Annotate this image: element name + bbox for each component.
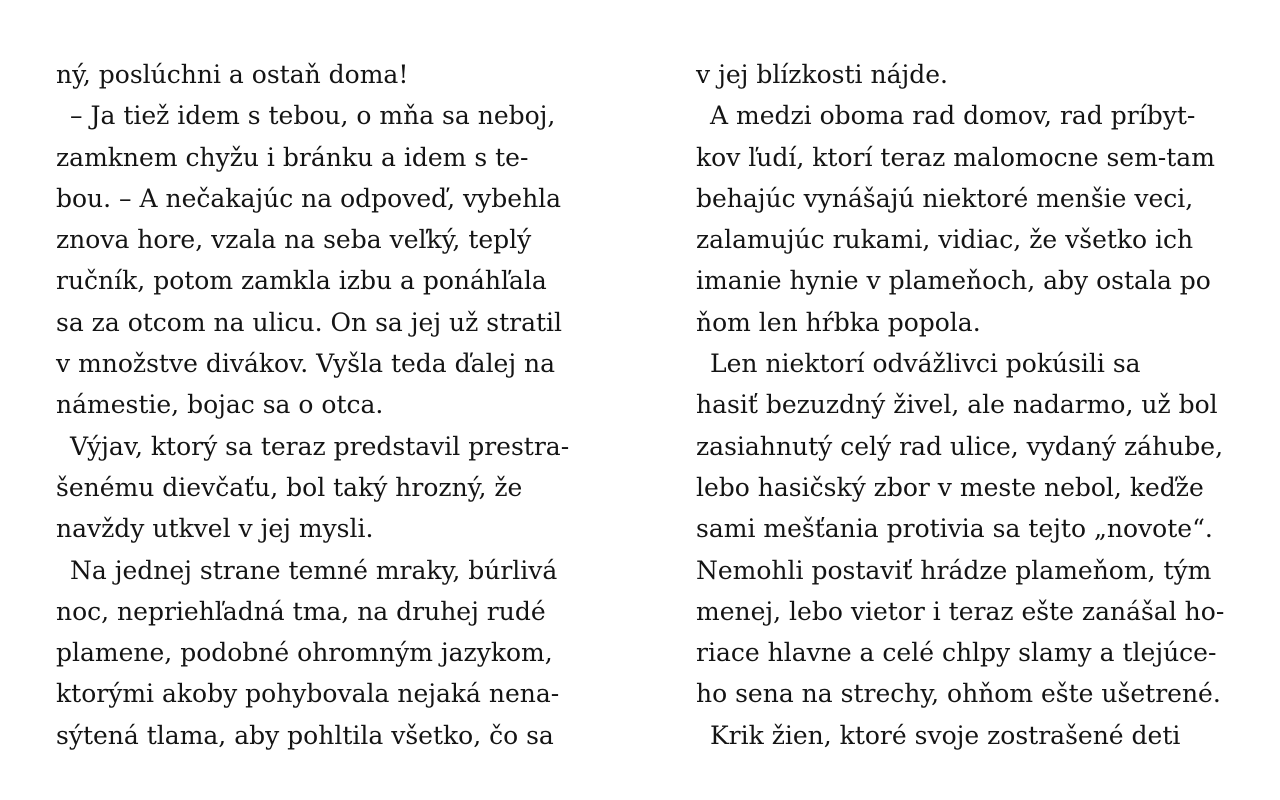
text-line: hasiť bezuzdný živel, ale nadarmo, už bol <box>696 390 1218 420</box>
text-line: ho sena na strechy, ohňom ešte ušetrené. <box>696 679 1221 709</box>
text-line: zalamujúc rukami, vidiac, že všetko ich <box>696 225 1194 255</box>
text-line: behajúc vynášajú niektoré menšie veci, <box>696 183 1194 213</box>
text-line: znova hore, vzala na seba veľký, teplý <box>56 225 532 255</box>
text-line: – Ja tiež idem s tebou, o mňa sa neboj, <box>70 101 556 131</box>
text-line: v jej blízkosti nájde. <box>696 60 949 89</box>
text-line: kov ľudí, ktorí teraz malomocne sem-tam <box>696 142 1215 172</box>
text-line: navždy utkvel v jej mysli. <box>56 514 374 544</box>
text-line: sýtená tlama, aby pohltila všetko, čo sa <box>56 720 554 750</box>
text-line: Výjav, ktorý sa teraz predstavil prestra- <box>70 431 570 461</box>
text-line: ný, poslúchni a ostaň doma! <box>56 60 409 89</box>
text-line: ručník, potom zamkla izbu a ponáhľala <box>56 266 547 296</box>
text-line: ňom len hŕbka popola. <box>696 307 981 337</box>
text-line: imanie hynie v plameňoch, aby ostala po <box>696 266 1211 296</box>
text-line: zasiahnutý celý rad ulice, vydaný záhube, <box>696 431 1224 461</box>
text-line: šenému dievčaťu, bol taký hrozný, že <box>56 472 523 502</box>
text-line: Krik žien, ktoré svoje zostrašené deti <box>710 720 1181 750</box>
text-line: sa za otcom na ulicu. On sa jej už stratil <box>56 307 563 337</box>
text-line: Na jednej strane temné mraky, búrlivá <box>70 555 558 585</box>
text-line: menej, lebo vietor i teraz ešte zanášal ho- <box>696 596 1225 626</box>
text-line: ktorými akoby pohybovala nejaká nena- <box>56 679 560 709</box>
text-line: lebo hasičský zbor v meste nebol, keďže <box>696 472 1204 502</box>
text-line: A medzi oboma rad domov, rad príbyt- <box>710 101 1196 131</box>
right-page <box>696 54 1256 756</box>
text-line: Len niektorí odvážlivci pokúsili sa <box>710 349 1141 379</box>
text-line: noc, nepriehľadná tma, na druhej rudé <box>56 596 546 626</box>
text-line: zamknem chyžu i bránku a idem s te- <box>56 142 529 172</box>
text-line: Nemohli postaviť hrádze plameňom, tým <box>696 555 1212 585</box>
text-line: námestie, bojac sa o otca. <box>56 390 384 420</box>
text-line: riace hlavne a celé chlpy slamy a tlejúce- <box>696 638 1217 668</box>
left-page <box>56 54 616 756</box>
text-line: plamene, podobné ohromným jazykom, <box>56 638 553 668</box>
text-line: sami mešťania protivia sa tejto „novote“. <box>696 514 1213 544</box>
text-line: v množstve divákov. Vyšla teda ďalej na <box>56 349 556 379</box>
text-line: bou. – A nečakajúc na odpoveď, vybehla <box>56 183 562 213</box>
